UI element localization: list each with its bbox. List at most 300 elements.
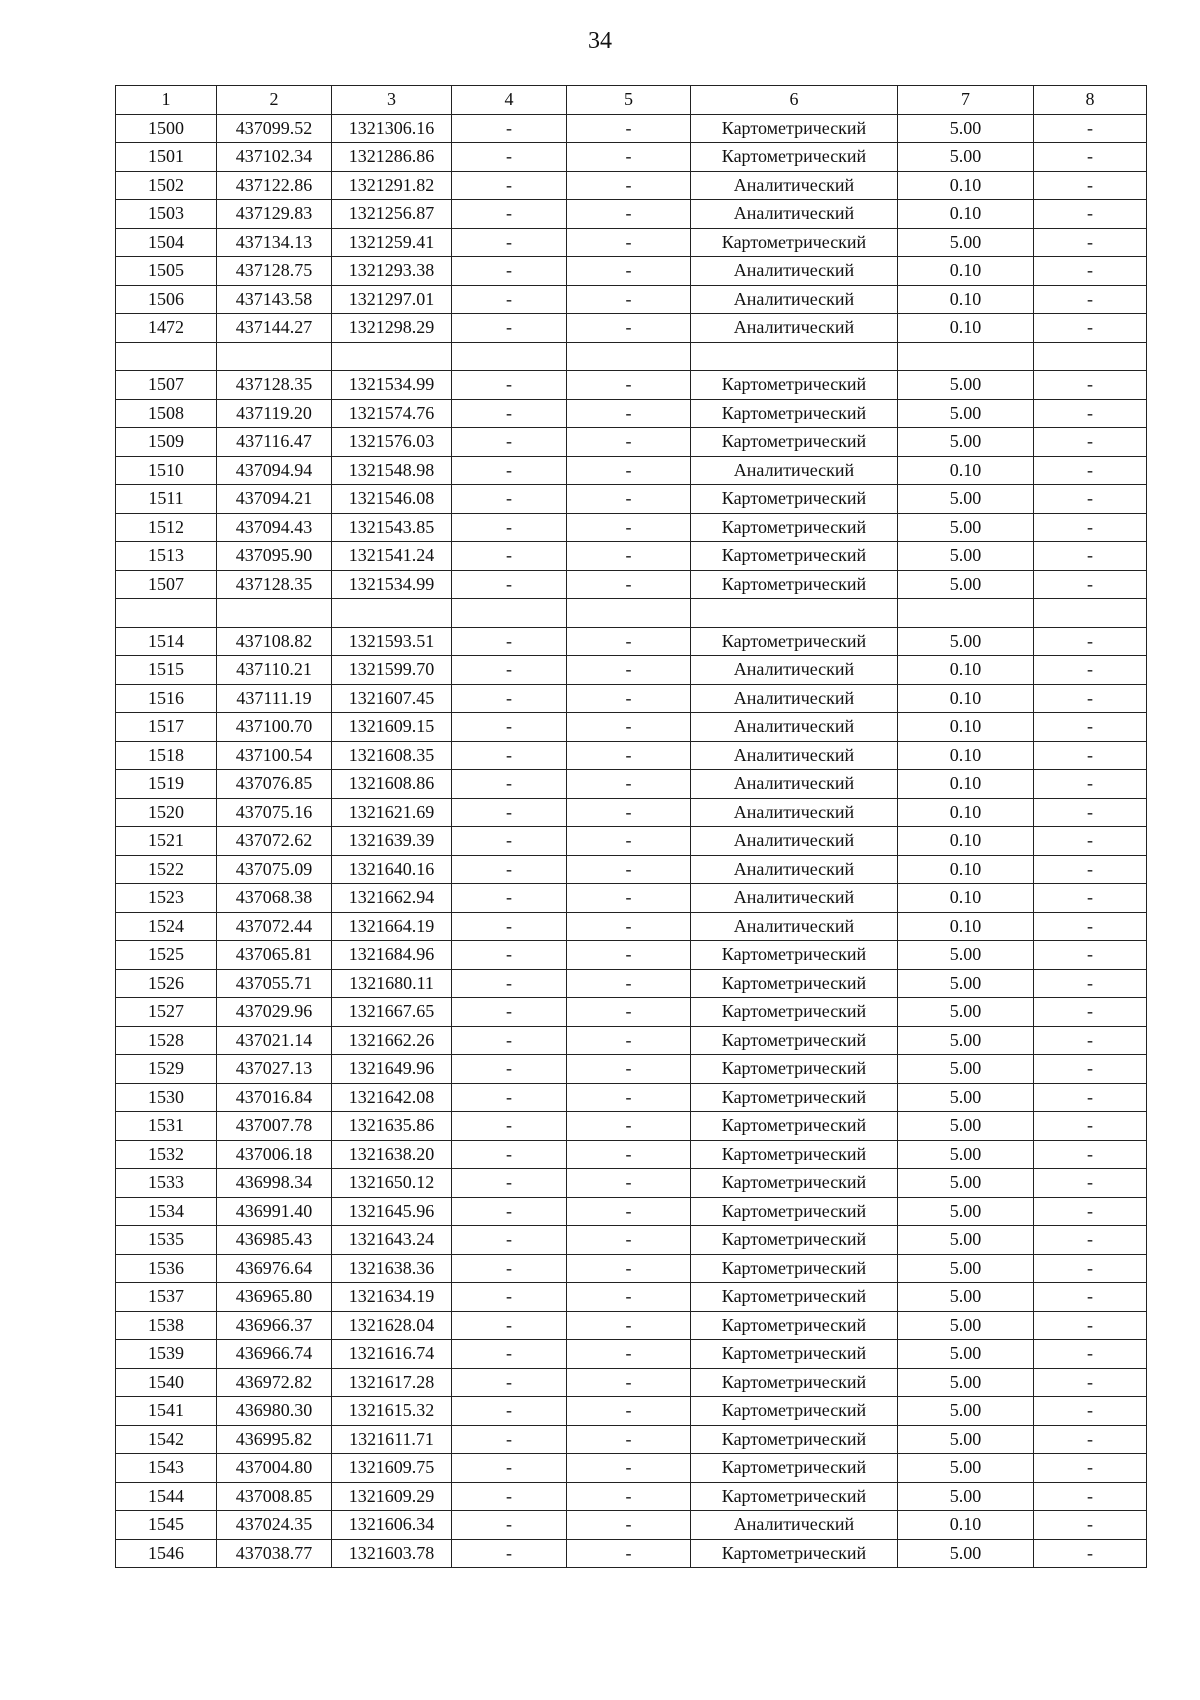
table-cell: 437007.78 — [217, 1112, 332, 1141]
table-row — [116, 1283, 1147, 1312]
table-cell: - — [452, 1112, 567, 1141]
table-cell: Картометрический — [691, 1368, 898, 1397]
table-cell: 437108.82 — [217, 627, 332, 656]
table-cell: 437095.90 — [217, 542, 332, 571]
table-cell: Картометрический — [691, 1311, 898, 1340]
table-cell: - — [1034, 1169, 1147, 1198]
table-cell: - — [567, 257, 691, 286]
table-cell: 1512 — [116, 513, 217, 542]
table-cell: 1321616.74 — [332, 1340, 452, 1369]
table-cell: - — [1034, 1311, 1147, 1340]
table-row — [116, 485, 1147, 514]
table-cell: 436985.43 — [217, 1226, 332, 1255]
table-cell: 5.00 — [898, 1083, 1034, 1112]
table-row — [116, 1511, 1147, 1540]
table-cell: 1321621.69 — [332, 798, 452, 827]
table-cell — [691, 599, 898, 628]
table-cell: - — [1034, 969, 1147, 998]
table-cell: - — [1034, 542, 1147, 571]
table-cell: - — [567, 171, 691, 200]
table-cell: Картометрический — [691, 371, 898, 400]
table-cell: 436980.30 — [217, 1397, 332, 1426]
table-row — [116, 143, 1147, 172]
table-cell: - — [1034, 1511, 1147, 1540]
table-row — [116, 1311, 1147, 1340]
column-header-1: 1 — [116, 86, 217, 115]
table-cell: - — [567, 627, 691, 656]
table-cell: 1525 — [116, 941, 217, 970]
table-cell: 5.00 — [898, 1340, 1034, 1369]
table-row — [116, 1425, 1147, 1454]
table-cell: Аналитический — [691, 855, 898, 884]
table-row — [116, 1112, 1147, 1141]
table-cell: - — [567, 1140, 691, 1169]
table-cell: 1321638.20 — [332, 1140, 452, 1169]
table-row — [116, 1197, 1147, 1226]
table-cell: Аналитический — [691, 285, 898, 314]
table-cell: 1321576.03 — [332, 428, 452, 457]
table-cell: - — [452, 969, 567, 998]
table-cell — [898, 342, 1034, 371]
table-cell: 437024.35 — [217, 1511, 332, 1540]
column-header-6: 6 — [691, 86, 898, 115]
table-cell: - — [567, 941, 691, 970]
table-cell: - — [452, 371, 567, 400]
table-cell: - — [452, 741, 567, 770]
table-cell: 1321650.12 — [332, 1169, 452, 1198]
table-cell: 436976.64 — [217, 1254, 332, 1283]
table-cell: - — [1034, 827, 1147, 856]
table-cell: 1516 — [116, 684, 217, 713]
table-cell: - — [1034, 1026, 1147, 1055]
table-cell: 1518 — [116, 741, 217, 770]
table-cell: - — [567, 1083, 691, 1112]
table-cell: 437116.47 — [217, 428, 332, 457]
table-cell: 5.00 — [898, 570, 1034, 599]
table-cell: Аналитический — [691, 912, 898, 941]
table-cell: Аналитический — [691, 770, 898, 799]
table-cell: - — [452, 1311, 567, 1340]
table-cell: - — [567, 827, 691, 856]
table-cell: 436998.34 — [217, 1169, 332, 1198]
table-cell: - — [452, 1083, 567, 1112]
table-cell: 1523 — [116, 884, 217, 913]
table-cell: Аналитический — [691, 656, 898, 685]
table-cell: 437038.77 — [217, 1539, 332, 1568]
table-cell: - — [1034, 114, 1147, 143]
table-cell: Картометрический — [691, 941, 898, 970]
page-number: 34 — [588, 28, 612, 54]
table-cell: 1321608.86 — [332, 770, 452, 799]
table-cell: - — [452, 1340, 567, 1369]
table-cell: 0.10 — [898, 285, 1034, 314]
table-cell: - — [567, 1425, 691, 1454]
table-cell: - — [1034, 684, 1147, 713]
table-cell: - — [567, 513, 691, 542]
table-cell: Картометрический — [691, 399, 898, 428]
table-cell — [217, 342, 332, 371]
table-row — [116, 1482, 1147, 1511]
table-cell: 1513 — [116, 542, 217, 571]
table-cell: 5.00 — [898, 485, 1034, 514]
table-row — [116, 399, 1147, 428]
table-cell: 1321306.16 — [332, 114, 452, 143]
table-cell: 1501 — [116, 143, 217, 172]
table-cell: 1321593.51 — [332, 627, 452, 656]
table-cell: 437128.35 — [217, 371, 332, 400]
table-cell: - — [452, 114, 567, 143]
table-cell: Картометрический — [691, 1026, 898, 1055]
table-cell: Картометрический — [691, 1112, 898, 1141]
table-cell: 0.10 — [898, 713, 1034, 742]
column-header-5: 5 — [567, 86, 691, 115]
table-cell: - — [1034, 456, 1147, 485]
table-cell: - — [452, 456, 567, 485]
table-cell: - — [452, 428, 567, 457]
table-cell: 436966.74 — [217, 1340, 332, 1369]
table-cell: Аналитический — [691, 741, 898, 770]
table-cell: - — [452, 770, 567, 799]
table-cell: 437134.13 — [217, 228, 332, 257]
table-cell: - — [452, 1482, 567, 1511]
table-cell: - — [1034, 285, 1147, 314]
table-cell: Аналитический — [691, 456, 898, 485]
table-cell: 1544 — [116, 1482, 217, 1511]
table-cell: - — [567, 656, 691, 685]
table-cell: 0.10 — [898, 827, 1034, 856]
table-cell: 1321543.85 — [332, 513, 452, 542]
table-cell: - — [567, 1055, 691, 1084]
table-cell: 1321628.04 — [332, 1311, 452, 1340]
table-cell: - — [567, 114, 691, 143]
table-row — [116, 228, 1147, 257]
table-row — [116, 285, 1147, 314]
table-cell: 1546 — [116, 1539, 217, 1568]
table-cell: Аналитический — [691, 684, 898, 713]
table-row — [116, 912, 1147, 941]
table-cell: 437143.58 — [217, 285, 332, 314]
table-cell: 437076.85 — [217, 770, 332, 799]
table-cell — [452, 599, 567, 628]
table-cell: 1507 — [116, 570, 217, 599]
table-cell: - — [452, 998, 567, 1027]
table-cell: - — [567, 1454, 691, 1483]
table-row — [116, 114, 1147, 143]
table-cell: - — [567, 770, 691, 799]
table-cell: 1505 — [116, 257, 217, 286]
table-row — [116, 513, 1147, 542]
table-cell: 1509 — [116, 428, 217, 457]
table-cell: 0.10 — [898, 798, 1034, 827]
table-cell: Картометрический — [691, 1055, 898, 1084]
table-cell: 1502 — [116, 171, 217, 200]
table-cell: 1542 — [116, 1425, 217, 1454]
table-cell: Картометрический — [691, 1340, 898, 1369]
table-cell: - — [452, 684, 567, 713]
table-cell: Картометрический — [691, 627, 898, 656]
table-cell: 1515 — [116, 656, 217, 685]
table-cell: 436972.82 — [217, 1368, 332, 1397]
table-cell: - — [1034, 1454, 1147, 1483]
table-cell: - — [452, 798, 567, 827]
table-cell: 5.00 — [898, 143, 1034, 172]
table-cell: 5.00 — [898, 399, 1034, 428]
table-cell: 1510 — [116, 456, 217, 485]
table-cell: - — [1034, 855, 1147, 884]
table-cell: 1321638.36 — [332, 1254, 452, 1283]
table-cell: Картометрический — [691, 114, 898, 143]
table-cell: - — [1034, 741, 1147, 770]
table-cell: 0.10 — [898, 884, 1034, 913]
table-cell: 1321615.32 — [332, 1397, 452, 1426]
table-row — [116, 570, 1147, 599]
table-cell: 0.10 — [898, 656, 1034, 685]
table-cell: 1532 — [116, 1140, 217, 1169]
table-cell: 437094.21 — [217, 485, 332, 514]
table-cell: - — [1034, 1283, 1147, 1312]
table-row — [116, 371, 1147, 400]
table-row — [116, 1026, 1147, 1055]
table-cell: - — [1034, 228, 1147, 257]
table-cell: - — [1034, 798, 1147, 827]
table-cell: 1321664.19 — [332, 912, 452, 941]
table-cell: - — [452, 542, 567, 571]
table-cell: 5.00 — [898, 1226, 1034, 1255]
column-header-2: 2 — [217, 86, 332, 115]
table-cell: 1321548.98 — [332, 456, 452, 485]
table-row — [116, 741, 1147, 770]
table-cell: - — [452, 1283, 567, 1312]
table-cell: - — [452, 1140, 567, 1169]
table-cell: - — [567, 1511, 691, 1540]
table-cell: 1533 — [116, 1169, 217, 1198]
table-cell: - — [567, 1254, 691, 1283]
table-cell: 1321642.08 — [332, 1083, 452, 1112]
table-row — [116, 1140, 1147, 1169]
table-cell: 5.00 — [898, 1283, 1034, 1312]
table-cell: - — [1034, 200, 1147, 229]
column-header-4: 4 — [452, 86, 567, 115]
table-cell: 437068.38 — [217, 884, 332, 913]
table-cell: 0.10 — [898, 200, 1034, 229]
table-cell: - — [1034, 1140, 1147, 1169]
table-cell: 0.10 — [898, 741, 1034, 770]
table-cell: 437021.14 — [217, 1026, 332, 1055]
table-cell: Картометрический — [691, 570, 898, 599]
table-cell: - — [567, 1226, 691, 1255]
table-cell: - — [567, 428, 691, 457]
table-cell: - — [567, 314, 691, 343]
table-cell: 5.00 — [898, 1482, 1034, 1511]
table-cell: 5.00 — [898, 513, 1034, 542]
table-cell: 1321541.24 — [332, 542, 452, 571]
table-cell: 1521 — [116, 827, 217, 856]
table-cell: - — [452, 855, 567, 884]
table-cell: - — [567, 713, 691, 742]
table-row — [116, 827, 1147, 856]
table-cell: Картометрический — [691, 1482, 898, 1511]
table-cell: 1522 — [116, 855, 217, 884]
table-cell: 436965.80 — [217, 1283, 332, 1312]
table-cell: 5.00 — [898, 1026, 1034, 1055]
table-cell: 1321291.82 — [332, 171, 452, 200]
table-cell: 0.10 — [898, 314, 1034, 343]
table-cell: 436966.37 — [217, 1311, 332, 1340]
table-cell: 1520 — [116, 798, 217, 827]
table-cell: - — [567, 1539, 691, 1568]
table-cell: - — [1034, 257, 1147, 286]
table-cell: Картометрический — [691, 1226, 898, 1255]
table-cell: 5.00 — [898, 114, 1034, 143]
table-row — [116, 542, 1147, 571]
separator-row — [116, 599, 1147, 628]
table-cell: Картометрический — [691, 998, 898, 1027]
table-cell: - — [452, 1368, 567, 1397]
table-cell: 5.00 — [898, 1169, 1034, 1198]
table-row — [116, 1254, 1147, 1283]
table-cell — [116, 342, 217, 371]
table-cell: 5.00 — [898, 998, 1034, 1027]
table-cell: 1534 — [116, 1197, 217, 1226]
table-cell: - — [1034, 371, 1147, 400]
table-row — [116, 428, 1147, 457]
table-cell: 1321680.11 — [332, 969, 452, 998]
table-cell: - — [1034, 428, 1147, 457]
table-cell — [1034, 599, 1147, 628]
table-cell — [217, 599, 332, 628]
table-cell: - — [1034, 314, 1147, 343]
table-cell: - — [452, 1539, 567, 1568]
table-row — [116, 770, 1147, 799]
table-cell: - — [567, 228, 691, 257]
table-cell: - — [1034, 912, 1147, 941]
table-cell: 5.00 — [898, 627, 1034, 656]
table-cell: 1321603.78 — [332, 1539, 452, 1568]
table-cell: 437094.94 — [217, 456, 332, 485]
table-cell: 437029.96 — [217, 998, 332, 1027]
table-cell: Картометрический — [691, 542, 898, 571]
table-cell: 1508 — [116, 399, 217, 428]
table-row — [116, 855, 1147, 884]
table-cell: - — [1034, 1368, 1147, 1397]
table-cell: - — [452, 513, 567, 542]
table-cell: 5.00 — [898, 371, 1034, 400]
table-cell: 1321643.24 — [332, 1226, 452, 1255]
table-cell — [691, 342, 898, 371]
table-cell: Аналитический — [691, 884, 898, 913]
table-cell: 1321608.35 — [332, 741, 452, 770]
table-cell: 437129.83 — [217, 200, 332, 229]
table-cell: 1321640.16 — [332, 855, 452, 884]
table-row — [116, 200, 1147, 229]
table-cell: 437008.85 — [217, 1482, 332, 1511]
table-cell: 5.00 — [898, 1539, 1034, 1568]
table-header — [116, 86, 1147, 115]
table-cell: 1538 — [116, 1311, 217, 1340]
table-cell: - — [452, 713, 567, 742]
table-cell: - — [452, 912, 567, 941]
table-cell: - — [1034, 1055, 1147, 1084]
table-row — [116, 713, 1147, 742]
table-cell: 437055.71 — [217, 969, 332, 998]
table-cell: 5.00 — [898, 969, 1034, 998]
table-cell: - — [1034, 884, 1147, 913]
table-cell: 437122.86 — [217, 171, 332, 200]
table-cell: - — [452, 1197, 567, 1226]
table-cell: - — [1034, 1482, 1147, 1511]
table-row — [116, 941, 1147, 970]
table-cell: Картометрический — [691, 1254, 898, 1283]
table-cell: Аналитический — [691, 798, 898, 827]
table-cell: - — [452, 485, 567, 514]
table-cell: 1321256.87 — [332, 200, 452, 229]
table-cell: - — [452, 399, 567, 428]
table-cell: - — [452, 1169, 567, 1198]
table-cell: - — [1034, 1340, 1147, 1369]
table-cell: 1321599.70 — [332, 656, 452, 685]
table-cell: 1321662.94 — [332, 884, 452, 913]
table-cell: 5.00 — [898, 941, 1034, 970]
table-cell: Картометрический — [691, 513, 898, 542]
table-cell: 1321293.38 — [332, 257, 452, 286]
table-cell: Картометрический — [691, 969, 898, 998]
table-cell: 1527 — [116, 998, 217, 1027]
table-cell: - — [452, 200, 567, 229]
table-cell: 1537 — [116, 1283, 217, 1312]
table-cell: - — [567, 1482, 691, 1511]
table-cell: - — [567, 912, 691, 941]
table-cell: 1321662.26 — [332, 1026, 452, 1055]
column-header-7: 7 — [898, 86, 1034, 115]
table-cell: 1530 — [116, 1083, 217, 1112]
table-cell: 5.00 — [898, 1112, 1034, 1141]
table-cell: - — [1034, 513, 1147, 542]
table-cell: 437072.62 — [217, 827, 332, 856]
table-cell: 5.00 — [898, 1425, 1034, 1454]
table-cell: - — [1034, 713, 1147, 742]
table-cell: - — [1034, 1254, 1147, 1283]
table-cell: 5.00 — [898, 1454, 1034, 1483]
table-cell: - — [567, 884, 691, 913]
table-cell: - — [567, 1283, 691, 1312]
table-cell: - — [567, 1368, 691, 1397]
table-cell: 1531 — [116, 1112, 217, 1141]
table-cell: 437006.18 — [217, 1140, 332, 1169]
table-cell: - — [567, 798, 691, 827]
table-row — [116, 1397, 1147, 1426]
table-cell: - — [567, 684, 691, 713]
table-cell: Картометрический — [691, 1283, 898, 1312]
table-cell: - — [452, 1397, 567, 1426]
coordinates-table — [115, 85, 1147, 1568]
table-cell: 1528 — [116, 1026, 217, 1055]
table-cell: - — [452, 570, 567, 599]
table-row — [116, 1083, 1147, 1112]
table-cell: Картометрический — [691, 228, 898, 257]
table-cell: 1321609.15 — [332, 713, 452, 742]
table-cell: 437004.80 — [217, 1454, 332, 1483]
table-cell: - — [452, 1026, 567, 1055]
table-row — [116, 798, 1147, 827]
table-cell: - — [1034, 570, 1147, 599]
table-cell: 1545 — [116, 1511, 217, 1540]
table-cell: - — [452, 314, 567, 343]
table-cell: 5.00 — [898, 228, 1034, 257]
table-cell: 0.10 — [898, 171, 1034, 200]
table-cell: 1321297.01 — [332, 285, 452, 314]
table-cell: - — [567, 1311, 691, 1340]
table-cell: Картометрический — [691, 1397, 898, 1426]
